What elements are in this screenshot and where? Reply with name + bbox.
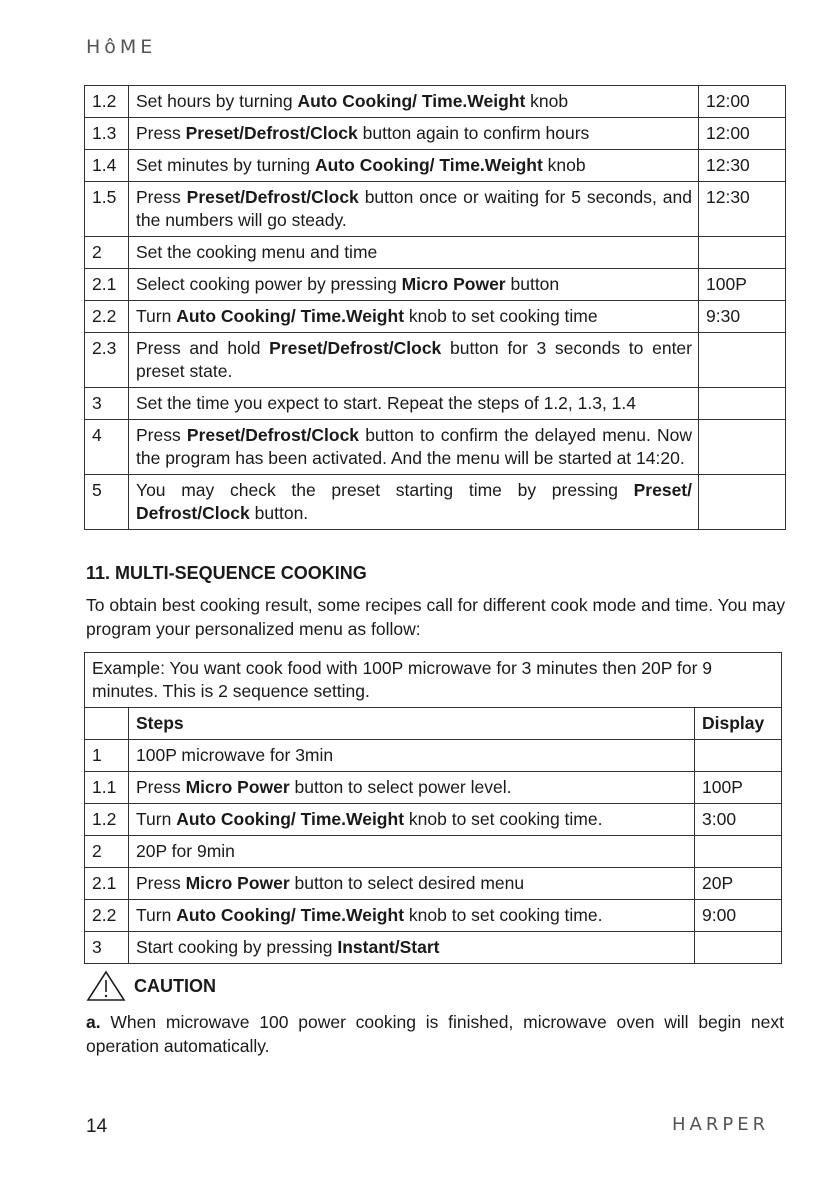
step-text-plain: Press and hold <box>136 338 270 358</box>
step-text <box>129 740 695 772</box>
step-text-plain: Turn <box>136 306 177 326</box>
brand-logo: HARPER <box>672 1114 770 1135</box>
display-value: 9:30 <box>699 301 786 333</box>
display-value: 100P <box>695 772 782 804</box>
step-text-bold: Preset/Defrost/Clock <box>186 425 360 445</box>
display-value <box>699 388 786 420</box>
display-value: 20P <box>695 868 782 900</box>
step-text <box>129 301 699 333</box>
step-text-bold: Preset/Defrost/Clock <box>185 123 358 143</box>
step-number: 2 <box>85 836 129 868</box>
step-text <box>129 388 699 420</box>
table-row <box>85 420 786 475</box>
display-value <box>695 836 782 868</box>
step-text-bold: Micro Power <box>401 274 506 294</box>
step-text <box>129 237 699 269</box>
step-text-plain: button once or waiting for 5 seconds, and the numbers will go steady. <box>136 187 692 230</box>
section-title: 11. MULTI-SEQUENCE COOKING <box>86 563 367 583</box>
multi-sequence-table <box>84 652 782 964</box>
step-text <box>129 772 695 804</box>
page-number: 14 <box>86 1116 108 1137</box>
display-value <box>699 333 786 388</box>
example-row <box>85 653 782 708</box>
step-text-plain: button to confirm the delayed menu. Now the program has been activated. And the menu will be started at 14:20. <box>136 425 692 468</box>
step-text-plain: knob <box>525 91 569 111</box>
caution-header <box>86 970 216 1002</box>
delayed-start-table <box>84 85 786 530</box>
step-text-plain: button again to confirm hours <box>357 123 590 143</box>
step-text-bold: Preset/Defrost/Clock <box>186 187 359 207</box>
step-text-plain: knob to set cooking time <box>404 306 598 326</box>
step-text <box>129 932 695 964</box>
display-value: 9:00 <box>695 900 782 932</box>
step-text <box>129 269 699 301</box>
step-number: 1 <box>85 740 129 772</box>
table-row <box>85 150 786 182</box>
step-text-plain: knob to set cooking time. <box>404 905 603 925</box>
step-text <box>129 86 699 118</box>
step-text <box>129 475 699 530</box>
step-text-bold: Preset/Defrost/Clock <box>269 338 442 358</box>
warning-triangle-icon <box>86 970 126 1002</box>
header-num-cell <box>85 708 129 740</box>
step-number: 2.2 <box>85 301 129 333</box>
display-value <box>699 475 786 530</box>
caution-title: CAUTION <box>134 975 216 996</box>
step-text-plain: Turn <box>136 809 177 829</box>
step-text-plain: button for 3 seconds to enter preset state. <box>136 338 692 381</box>
table-row <box>85 269 786 301</box>
caution-label: a. <box>86 1012 101 1032</box>
table-row <box>85 740 782 772</box>
step-text-plain: 20P for 9min <box>136 841 235 861</box>
display-value <box>695 932 782 964</box>
step-number: 5 <box>85 475 129 530</box>
step-text-plain: Press <box>136 873 186 893</box>
step-number: 2.1 <box>85 868 129 900</box>
step-text-bold: Auto Cooking/ Time.Weight <box>297 91 526 111</box>
step-number: 3 <box>85 932 129 964</box>
step-number: 2 <box>85 237 129 269</box>
table-row <box>85 301 786 333</box>
display-value: 3:00 <box>695 804 782 836</box>
step-text-plain: button to select desired menu <box>289 873 525 893</box>
step-text <box>129 118 699 150</box>
step-text-plain: Set minutes by turning <box>136 155 315 175</box>
step-text-plain: 100P microwave for 3min <box>136 745 334 765</box>
home-logo: HôME <box>86 36 157 58</box>
step-text <box>129 182 699 237</box>
display-value <box>699 420 786 475</box>
step-text-plain: Start cooking by pressing <box>136 937 338 957</box>
display-value <box>699 237 786 269</box>
display-value: 12:30 <box>699 182 786 237</box>
step-text-plain: button to select power level. <box>289 777 512 797</box>
step-number: 4 <box>85 420 129 475</box>
step-text <box>129 900 695 932</box>
step-text-plain: Turn <box>136 905 177 925</box>
display-value <box>695 740 782 772</box>
table-row <box>85 772 782 804</box>
step-text <box>129 150 699 182</box>
display-value: 100P <box>699 269 786 301</box>
step-text-plain: button. <box>249 503 309 523</box>
step-text-plain: button <box>505 274 560 294</box>
step-text-bold: Auto Cooking/ Time.Weight <box>176 306 405 326</box>
table-row <box>85 836 782 868</box>
step-text <box>129 868 695 900</box>
step-number: 1.4 <box>85 150 129 182</box>
header-steps: Steps <box>129 708 695 740</box>
step-text-plain: Press <box>136 777 186 797</box>
step-text-bold: Instant/Start <box>337 937 440 957</box>
step-text <box>129 804 695 836</box>
caution-text <box>86 1010 784 1058</box>
display-value: 12:00 <box>699 118 786 150</box>
caution-body: When microwave 100 power cooking is finished, microwave oven will begin next operation automatically. <box>86 1012 784 1056</box>
table-header-row <box>85 708 782 740</box>
step-text-plain: You may check the preset starting time by pressing <box>136 480 634 500</box>
table-row <box>85 932 782 964</box>
example-cell: Example: You want cook food with 100P microwave for 3 minutes then 20P for 9 minutes. This is 2 sequence setting. <box>85 653 782 708</box>
step-text <box>129 420 699 475</box>
table-row <box>85 900 782 932</box>
step-number: 1.1 <box>85 772 129 804</box>
table-row <box>85 388 786 420</box>
section-intro: To obtain best cooking result, some recipes call for different cook mode and time. You may program your personalized menu as follow: <box>86 595 786 639</box>
table-row <box>85 237 786 269</box>
table-row <box>85 804 782 836</box>
step-text-plain: Set the time you expect to start. Repeat the steps of 1.2, 1.3, 1.4 <box>136 393 637 413</box>
table-row <box>85 86 786 118</box>
header-display: Display <box>695 708 782 740</box>
step-number: 2.1 <box>85 269 129 301</box>
step-text-plain: knob to set cooking time. <box>404 809 603 829</box>
step-text-plain: Set hours by turning <box>136 91 298 111</box>
table-row <box>85 118 786 150</box>
step-text-plain: knob <box>542 155 586 175</box>
step-text <box>129 333 699 388</box>
step-text-plain: Press <box>136 425 187 445</box>
step-text-plain: Select cooking power by pressing <box>136 274 402 294</box>
table-row <box>85 333 786 388</box>
display-value: 12:30 <box>699 150 786 182</box>
step-text-plain: Press <box>136 187 187 207</box>
step-text-bold: Auto Cooking/ Time.Weight <box>176 905 405 925</box>
step-number: 1.2 <box>85 86 129 118</box>
step-text-bold: Auto Cooking/ Time.Weight <box>314 155 543 175</box>
table-row <box>85 868 782 900</box>
step-text-bold: Auto Cooking/ Time.Weight <box>176 809 405 829</box>
step-number: 3 <box>85 388 129 420</box>
table-row <box>85 475 786 530</box>
step-text-bold: Micro Power <box>185 873 290 893</box>
step-text <box>129 836 695 868</box>
step-number: 1.3 <box>85 118 129 150</box>
display-value: 12:00 <box>699 86 786 118</box>
step-number: 1.5 <box>85 182 129 237</box>
step-text-bold: Preset/ Defrost/Clock <box>136 480 692 523</box>
step-number: 1.2 <box>85 804 129 836</box>
step-text-bold: Micro Power <box>185 777 290 797</box>
table-row <box>85 182 786 237</box>
step-number: 2.2 <box>85 900 129 932</box>
step-number: 2.3 <box>85 333 129 388</box>
step-text-plain: Press <box>136 123 186 143</box>
step-text-plain: Set the cooking menu and time <box>136 242 378 262</box>
